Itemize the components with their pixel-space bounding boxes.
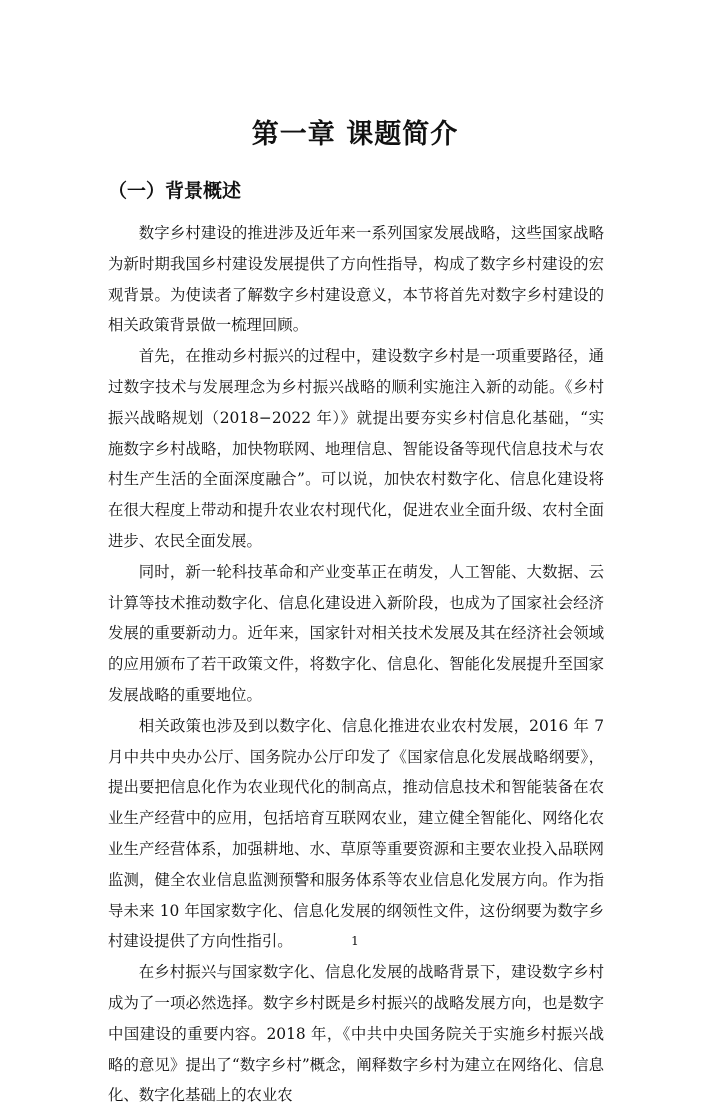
paragraph: 数字乡村建设的推进涉及近年来一系列国家发展战略，这些国家战略为新时期我国乡村建设发展提供了方向性指导，构成了数字乡村建设的宏观背景。为使读者了解数字乡村建设意义，本节将首先对数字乡村建设的相关政策背景做一梳理回顾。 (108, 224, 604, 335)
section-heading: （一）背景概述 (108, 180, 242, 202)
paragraph: 在乡村振兴与国家数字化、信息化发展的战略背景下，建设数字乡村成为了一项必然选择。数字乡村既是乡村振兴的战略发展方向，也是数字中国建设的重要内容。2018 年，《中共中央国务院关于实施乡村振兴战略的意见》提出了“数字乡村”概念，阐释数字乡村为建立在网络化、信息化、数字化基础上的农业农 (108, 963, 604, 1105)
paragraph: 同时，新一轮科技革命和产业变革正在萌发，人工智能、大数据、云计算等技术推动数字化、信息化建设进入新阶段，也成为了国家社会经济发展的重要新动力。近年来，国家针对相关技术发展及其在经济社会领域的应用颁布了若干政策文件，将数字化、信息化、智能化发展提升至国家发展战略的重要地位。 (108, 562, 604, 704)
paragraph: 首先，在推动乡村振兴的过程中，建设数字乡村是一项重要路径，通过数字技术与发展理念为乡村振兴战略的顺利实施注入新的动能。《乡村振兴战略规划（2018−2022 年）》就提出要夯实乡村信息化基础，“实施数字乡村战略，加快物联网、地理信息、智能设备等现代信息技术与农村生产生活的全面深度融合”。可以说，加快农村数字化、信息化建设将在很大程度上带动和提升农业农村现代化，促进农业全面升级、农村全面进步、农民全面发展。 (108, 347, 604, 550)
page-number: 1 (351, 934, 359, 948)
paragraph: 相关政策也涉及到以数字化、信息化推进农业农村发展，2016 年 7 月中共中央办公厅、国务院办公厅印发了《国家信息化发展战略纲要》，提出要把信息化作为农业现代化的制高点，推动信息技术和智能装备在农业生产经营中的应用，包括培育互联网农业，建立健全智能化、网络化农业生产经营体系，加强耕地、水、草原等重要资源和主要农业投入品联网监测，健全农业信息监测预警和服务体系等农业信息化发展方向。作为指导未来 10 年国家数字化、信息化发展的纲领性文件，这份纲要为数字乡村建设提供了方向性指引。 (108, 716, 604, 951)
chapter-title: 第一章 课题简介 (251, 119, 459, 150)
body-text (108, 218, 604, 1111)
